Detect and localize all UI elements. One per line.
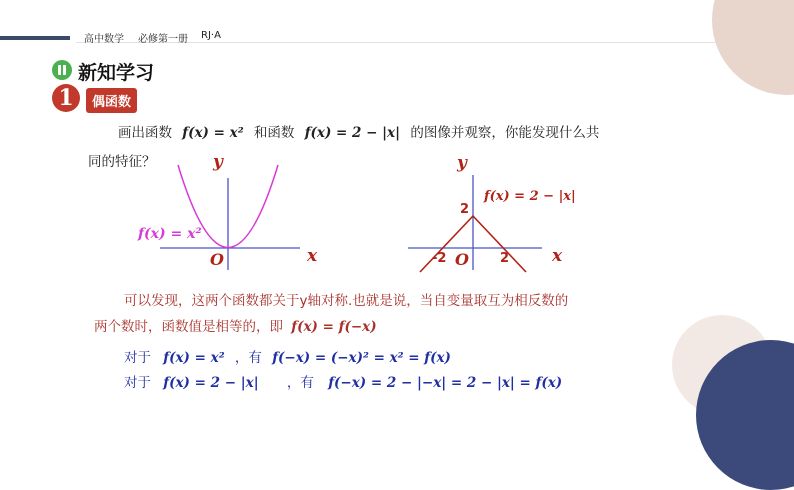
header-book: 必修第一册 (138, 34, 188, 45)
conclusion-text-2: 两个数时，函数值是相等的，即 (94, 319, 283, 335)
check1-mid: ，有 (234, 350, 262, 366)
check1-prefix: 对于 (124, 350, 151, 366)
check2-result: f(−x) = 2 − |−x| = 2 − |x| = f(x) (328, 375, 563, 391)
graph2-tick-x-2: 2 (500, 251, 510, 266)
graph1-func-label: f(x) = x² (138, 226, 202, 242)
intro-formula-1: f(x) = x² (182, 125, 244, 141)
check1-result: f(−x) = (−x)² = x² = f(x) (272, 350, 451, 366)
section-number-badge: 1 (52, 84, 80, 112)
graph2-x-label: x (552, 246, 563, 266)
graph1-origin: O (210, 250, 224, 269)
intro-line-2: 同的特征？ (88, 154, 156, 170)
intro-part2: 和函数 (253, 125, 295, 141)
graph2-func-label: f(x) = 2 − |x| (484, 189, 576, 204)
graph2-y-label: y (457, 153, 467, 173)
section-title: 新知学习 (78, 62, 155, 84)
intro-formula-2: f(x) = 2 − |x| (304, 125, 401, 141)
intro-part3: 的图像并观察，你能发现什么共 (410, 125, 600, 141)
graph2-tick-x-neg2: -2 (432, 251, 447, 266)
header-subject: 高中数学 (84, 34, 124, 45)
conclusion-line-2 (94, 315, 377, 335)
check2-prefix: 对于 (124, 375, 151, 391)
conclusion-equation: f(x) = f(−x) (291, 319, 377, 335)
graph2-tick-y-2: 2 (460, 202, 470, 217)
check2-mid: ，有 (286, 375, 314, 391)
intro-part1: 画出函数 (118, 125, 172, 141)
graph2-origin: O (455, 250, 469, 269)
check-line-2 (124, 371, 562, 391)
section-tag: 偶函数 (86, 88, 137, 113)
header-edition: RJ·A (201, 30, 221, 41)
check1-formula: f(x) = x² (163, 350, 225, 366)
check-line-1 (124, 346, 451, 366)
graph1-x-label: x (307, 246, 318, 266)
check2-formula: f(x) = 2 − |x| (163, 375, 259, 391)
graph1-y-label: y (213, 152, 223, 172)
conclusion-line-1: 可以发现，这两个函数都关于y轴对称.也就是说，当自变量取互为相反数的 (124, 293, 569, 309)
